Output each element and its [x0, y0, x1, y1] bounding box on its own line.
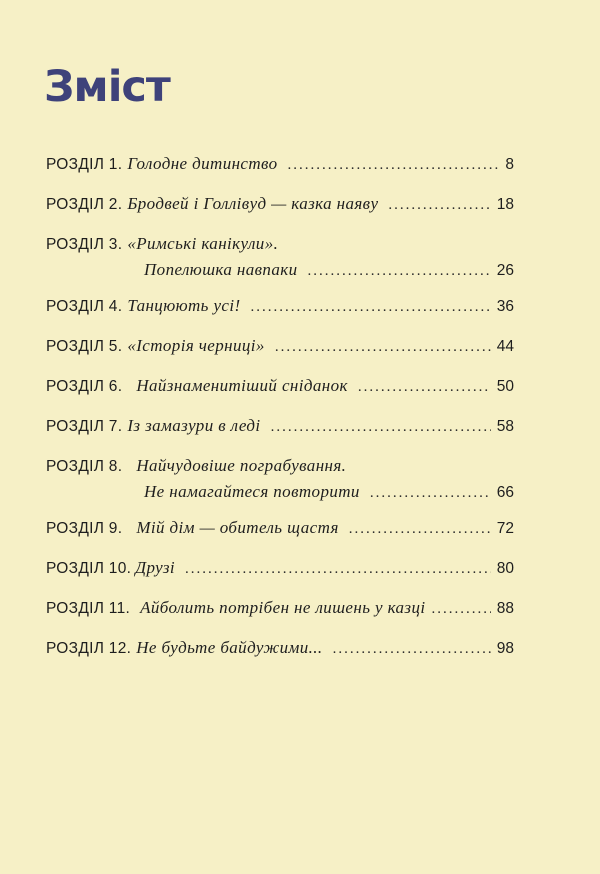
- chapter-title: Із замазури в леді: [127, 416, 261, 435]
- chapter-label: РОЗДІЛ 11.: [46, 600, 131, 617]
- chapter-label: РОЗДІЛ 5.: [46, 338, 123, 355]
- toc-entry-3[interactable]: [46, 232, 514, 282]
- toc-line: [46, 636, 514, 660]
- chapter-title: Айболить потрібен не лишень у казці: [140, 598, 426, 617]
- chapter-label: РОЗДІЛ 2.: [46, 196, 123, 213]
- chapter-label: РОЗДІЛ 8.: [46, 458, 123, 475]
- dot-leader: [431, 597, 490, 621]
- toc-line: [46, 556, 514, 580]
- toc-entry-7[interactable]: [46, 414, 514, 438]
- chapter-label: РОЗДІЛ 7.: [46, 418, 123, 435]
- toc-line: [46, 294, 514, 318]
- toc-entry-6[interactable]: [46, 374, 514, 398]
- dot-leader: [307, 259, 490, 283]
- page-number: 98: [496, 640, 514, 657]
- toc-entry-9[interactable]: [46, 516, 514, 540]
- toc-line: [46, 414, 514, 438]
- chapter-title: Танцюють усі!: [127, 296, 241, 315]
- toc-line-continued: [46, 258, 514, 282]
- page-number: 8: [505, 156, 514, 173]
- toc-line: [46, 374, 514, 398]
- chapter-label: РОЗДІЛ 10.: [46, 560, 132, 577]
- chapter-label: РОЗДІЛ 1.: [46, 156, 123, 173]
- dot-leader: [251, 295, 491, 319]
- dot-leader: [271, 415, 491, 439]
- dot-leader: [358, 375, 491, 399]
- toc-entry-8[interactable]: [46, 454, 514, 504]
- chapter-label: РОЗДІЛ 3.: [46, 236, 123, 253]
- page-number: 88: [496, 600, 514, 617]
- page-number: 66: [496, 484, 514, 501]
- chapter-label: РОЗДІЛ 4.: [46, 298, 123, 315]
- toc-line: [46, 334, 514, 358]
- toc-entry-11[interactable]: [46, 596, 514, 620]
- chapter-title: «Римські канікули».: [127, 234, 279, 253]
- chapter-title: Не будьте байдужими...: [136, 638, 323, 657]
- chapter-title: Найчудовіше пограбування.: [136, 456, 347, 475]
- page-number: 50: [496, 378, 514, 395]
- toc-line: [46, 516, 514, 540]
- toc-line: [46, 232, 514, 256]
- dot-leader: [349, 517, 491, 541]
- chapter-title-continued: Попелюшка навпаки: [144, 260, 298, 279]
- chapter-title: Голодне дитинство: [127, 154, 278, 173]
- chapter-title: Найзнаменитіший сніданок: [136, 376, 348, 395]
- page-number: 26: [496, 262, 514, 279]
- toc-entry-12[interactable]: [46, 636, 514, 660]
- page-number: 44: [496, 338, 514, 355]
- page-number: 72: [496, 520, 514, 537]
- page-number: 80: [496, 560, 514, 577]
- dot-leader: [370, 481, 491, 505]
- toc-entry-4[interactable]: [46, 294, 514, 318]
- dot-leader: [288, 153, 500, 177]
- toc-entry-1[interactable]: [46, 152, 514, 176]
- chapter-title: Бродвей і Голлівуд — казка наяву: [127, 194, 379, 213]
- chapter-title-continued: Не намагайтеся повторити: [144, 482, 360, 501]
- chapter-label: РОЗДІЛ 12.: [46, 640, 132, 657]
- dot-leader: [185, 557, 491, 581]
- dot-leader: [333, 637, 491, 661]
- toc-line-continued: [46, 480, 514, 504]
- toc-line: [46, 454, 514, 478]
- page-number: 18: [496, 196, 514, 213]
- toc-entry-5[interactable]: [46, 334, 514, 358]
- toc-entry-2[interactable]: [46, 192, 514, 216]
- toc-line: [46, 192, 514, 216]
- chapter-label: РОЗДІЛ 9.: [46, 520, 123, 537]
- page-title: Зміст: [44, 62, 170, 112]
- chapter-title: Мій дім — обитель щастя: [136, 518, 339, 537]
- page-number: 36: [496, 298, 514, 315]
- toc-line: [46, 152, 514, 176]
- dot-leader: [388, 193, 490, 217]
- chapter-title: «Історія черниці»: [127, 336, 265, 355]
- toc-line: [46, 596, 514, 620]
- dot-leader: [275, 335, 491, 359]
- toc-entry-10[interactable]: [46, 556, 514, 580]
- chapter-title: Друзі: [135, 558, 176, 577]
- chapter-label: РОЗДІЛ 6.: [46, 378, 123, 395]
- page-number: 58: [496, 418, 514, 435]
